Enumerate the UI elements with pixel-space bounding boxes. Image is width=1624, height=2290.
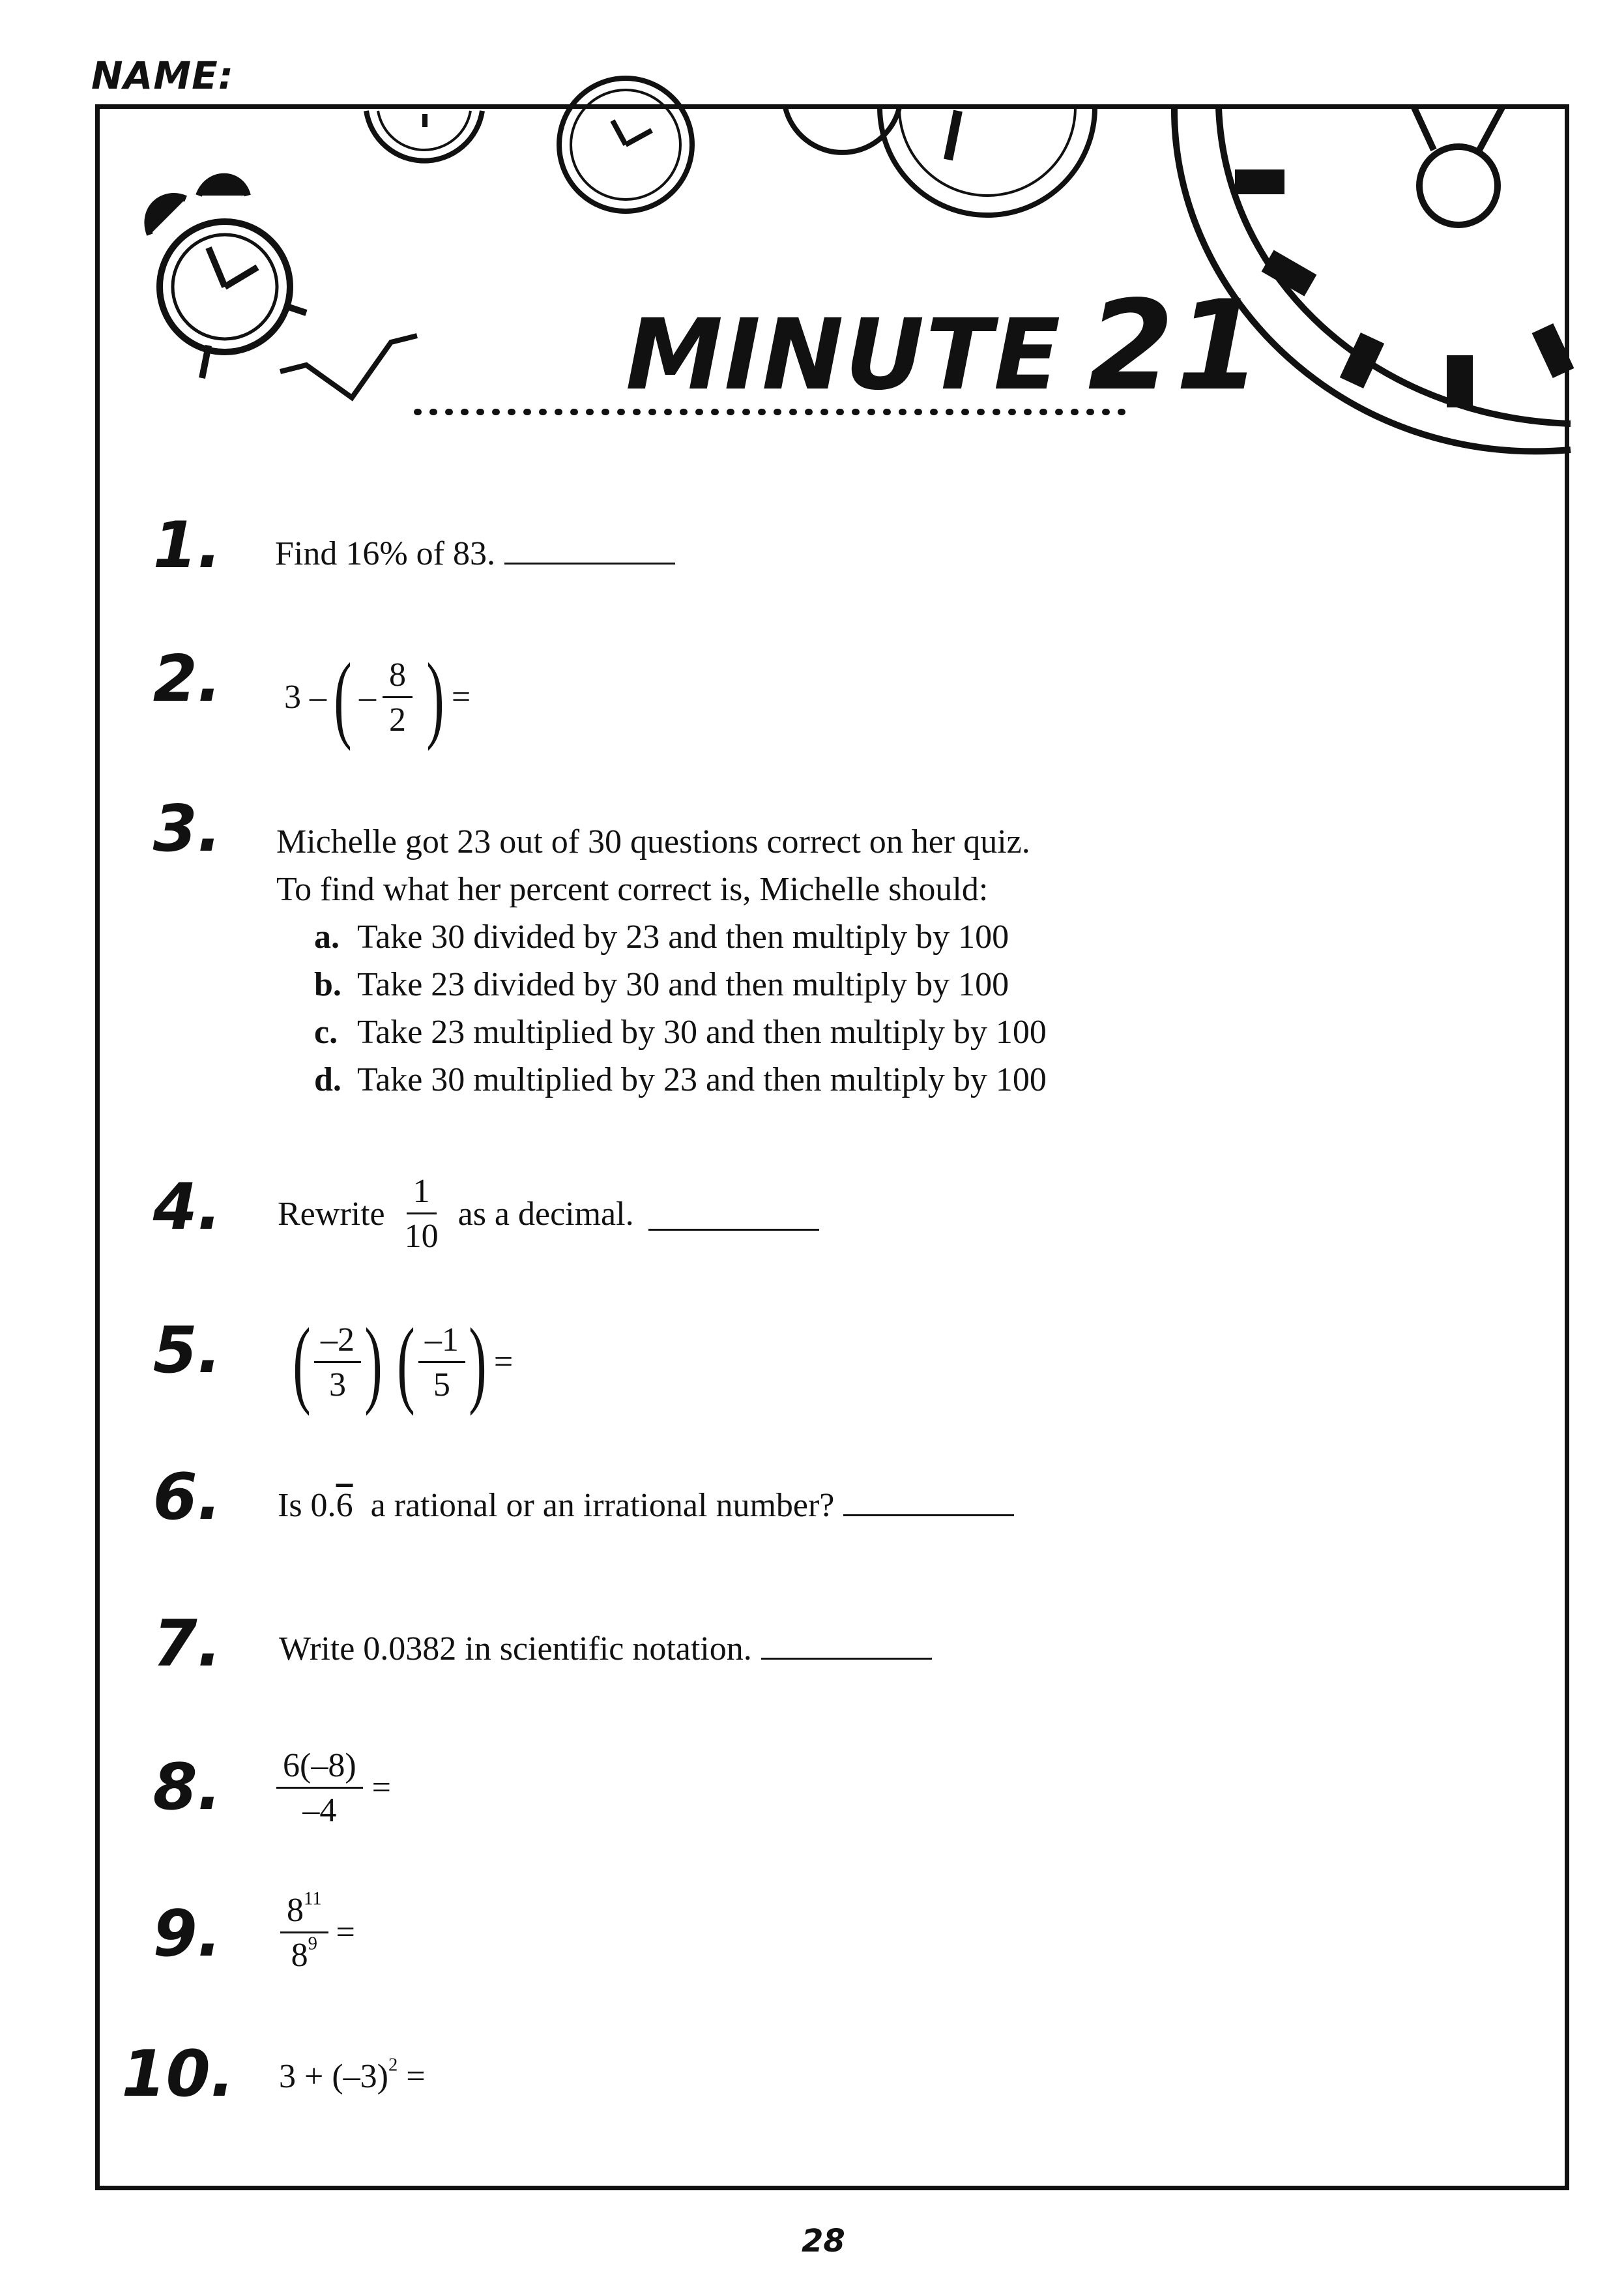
question-number: 10. (121, 2037, 235, 2111)
answer-option-c[interactable]: c. Take 23 multiplied by 30 and then multiply by 100 (314, 1014, 1047, 1051)
question-text: as a decimal. (457, 1195, 634, 1233)
equals-sign: = (336, 1914, 355, 1951)
question-number: 1. (152, 508, 222, 583)
title-word: MINUTE (626, 299, 1062, 412)
left-paren: ( (334, 643, 352, 752)
equals-sign: = (406, 2058, 426, 2095)
name-label: NAME: (91, 53, 234, 98)
left-paren: ( (293, 1308, 311, 1417)
wall-clock-icon (559, 78, 692, 211)
fraction (280, 1888, 328, 1974)
answer-option-b[interactable]: b. Take 23 divided by 30 and then multiply by 100 (314, 966, 1009, 1003)
denominator: 10 (404, 1218, 439, 1255)
right-paren: ) (469, 1308, 487, 1417)
fraction (418, 1323, 465, 1402)
repeating-digit: 6 (336, 1487, 353, 1524)
small-clock-icon (366, 111, 482, 161)
question-text: Is 0. (278, 1487, 336, 1524)
question-8 (276, 1746, 391, 1830)
answer-option-d[interactable]: d. Take 30 multiplied by 23 and then multiply by 100 (314, 1061, 1047, 1098)
question-1 (275, 531, 675, 571)
expression: 3 + (–3) (279, 2058, 388, 2095)
question-10 (279, 2055, 426, 2095)
question-3 (276, 818, 1047, 1104)
right-paren: ) (426, 643, 444, 752)
numerator: 6(–8) (276, 1749, 363, 1789)
question-number: 6. (152, 1460, 222, 1534)
numerator: 8 (383, 658, 413, 698)
page-title (626, 274, 1263, 418)
question-text: Michelle got 23 out of 30 questions correct on her quiz. (276, 823, 1030, 860)
page-number: 28 (802, 2223, 845, 2259)
question-number: 8. (152, 1750, 222, 1825)
question-6 (278, 1483, 1014, 1523)
numerator: –1 (418, 1323, 465, 1363)
fraction (383, 658, 413, 737)
alarm-clock-icon (147, 177, 417, 398)
question-text: Find 16% of 83. (275, 535, 495, 572)
expression-lead: 3 – (284, 679, 326, 716)
question-9 (280, 1887, 355, 1978)
denominator: 5 (433, 1366, 450, 1403)
equals-sign: = (451, 679, 471, 716)
equals-sign: = (371, 1769, 391, 1806)
question-4 (278, 1173, 819, 1255)
question-text: a rational or an irrational number? (370, 1487, 835, 1524)
exponent: 2 (388, 2055, 398, 2076)
denominator: 2 (388, 701, 406, 739)
equals-sign: = (493, 1343, 514, 1381)
question-text: Write 0.0382 in scientific notation. (279, 1630, 752, 1667)
left-paren: ( (397, 1308, 415, 1417)
numerator: 1 (407, 1175, 437, 1214)
fraction (314, 1323, 361, 1402)
question-number: 9. (152, 1897, 222, 1971)
answer-blank[interactable] (648, 1197, 819, 1231)
denominator: $8^9$ (291, 1933, 317, 1974)
question-number: 2. (152, 642, 222, 716)
answer-blank[interactable] (761, 1626, 932, 1660)
question-text: Rewrite (278, 1195, 385, 1233)
numerator: –2 (314, 1323, 361, 1363)
fraction (398, 1175, 445, 1254)
question-number: 7. (152, 1607, 222, 1681)
answer-option-a[interactable]: a. Take 30 divided by 23 and then multiply by 100 (314, 918, 1009, 956)
question-2 (284, 643, 471, 752)
stopwatch-icon (785, 108, 1095, 215)
answer-blank[interactable] (504, 531, 675, 565)
fraction (276, 1746, 363, 1829)
exponent: 9 (308, 1933, 317, 1954)
question-number: 4. (152, 1170, 222, 1244)
question-5 (285, 1310, 513, 1415)
denominator: –4 (302, 1791, 337, 1829)
expression-minus: – (358, 679, 376, 716)
title-number: 21 (1088, 274, 1263, 418)
exponent: 11 (304, 1888, 322, 1909)
question-7 (279, 1626, 932, 1666)
answer-blank[interactable] (843, 1483, 1014, 1516)
question-number: 5. (152, 1314, 222, 1388)
right-paren: ) (364, 1308, 383, 1417)
denominator: 3 (328, 1366, 346, 1403)
numerator: $8^{11}$ (280, 1894, 328, 1933)
question-text: To find what her percent correct is, Michelle should: (276, 871, 989, 908)
question-number: 3. (152, 792, 222, 866)
